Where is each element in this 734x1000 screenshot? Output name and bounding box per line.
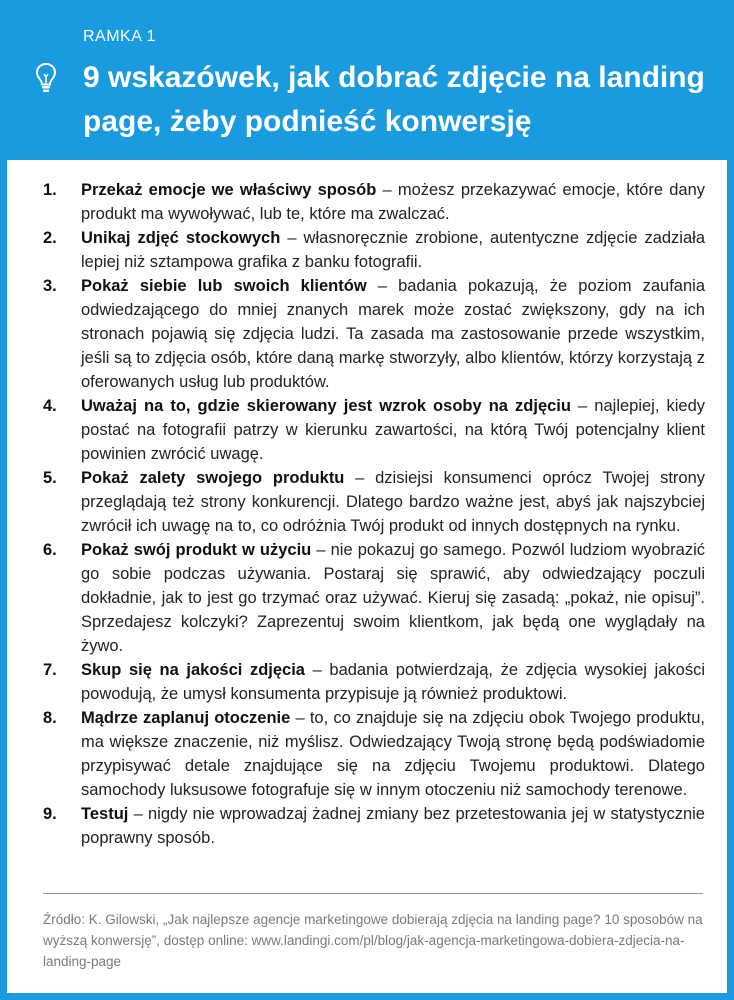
item-text: – najlepiej, kiedy postać na fotografii patrzy w kierunku zawartości, na którą Twój potencjalny klient powinien zwrócić uwagę. <box>81 397 706 463</box>
item-heading: Skup się na jakości zdjęcia <box>81 661 305 679</box>
list-item <box>43 178 705 226</box>
list-item <box>43 466 705 538</box>
item-text: – nie pokazuj go samego. Pozwól ludziom wyobrazić go sobie podczas używania. Postaraj się sprawić, aby odwiedzający poczuli dokładnie, jak to jest go trzymać oraz używać. Kieruj się zasadą: „pokaż, nie opisuj”. Sprzedajesz kolczyki? Zaprezentuj swoim klientkom, jak będą one wyglądały na żywo. <box>81 541 705 655</box>
lightbulb-icon <box>35 62 57 94</box>
item-text: – nigdy nie wprowadzaj żadnej zmiany bez przetestowania jej w statystycznie poprawny sposób. <box>81 805 705 847</box>
item-number: 9. <box>43 805 57 823</box>
item-text: – badania pokazują, że poziom zaufania odwiedzającego do mniej znanych marek może zostać zwiększony, gdy na ich stronach pojawią się zdjęcia ludzi. Ta zasada ma zastosowanie przede wszystkim, jeśli są to zdjęcia osób, które daną markę stworzyły, albo klientów, którzy korzystają z oferowanych usług lub produktów. <box>81 277 705 391</box>
item-heading: Pokaż siebie lub swoich klientów <box>81 277 367 295</box>
item-text: – dzisiejsi konsumenci oprócz Twojej strony przeglądają też strony konkurencji. Dlatego bardzo ważne jest, abyś jak najszybciej zwrócił ich uwagę na to, co odróżnia Twój produkt od innych dostępnych na rynku. <box>81 469 705 535</box>
item-heading: Pokaż zalety swojego produktu <box>81 469 345 487</box>
item-number: 7. <box>43 661 57 679</box>
box-header <box>7 0 734 160</box>
list-item <box>43 274 705 394</box>
item-text: – badania potwierdzają, że zdjęcia wysokiej jakości powodują, że umysł konsumenta przypisuje ją również produktowi. <box>81 661 705 703</box>
list-item <box>43 706 705 802</box>
item-text: – to, co znajduje się na zdjęciu obok Twojego produktu, ma większe znaczenie, niż myślisz. Odwiedzający Twoją stronę będą podświadomie przypisywać detale znajdujące się na zdjęciu Twojemu produktowi. Dlatego samochody luksusowe fotografuje się w innym otoczeniu niż samochody terenowe. <box>81 709 706 799</box>
list-item <box>43 226 705 274</box>
item-heading: Testuj <box>81 805 129 823</box>
list-item <box>43 538 705 658</box>
divider <box>43 893 703 894</box>
item-number: 1. <box>43 181 57 199</box>
item-heading: Uważaj na to, gdzie skierowany jest wzrok osoby na zdjęciu <box>81 397 571 415</box>
list-item <box>43 394 705 466</box>
item-number: 4. <box>43 397 57 415</box>
item-number: 8. <box>43 709 57 727</box>
item-number: 5. <box>43 469 57 487</box>
list-item <box>43 802 705 850</box>
item-number: 3. <box>43 277 57 295</box>
item-number: 6. <box>43 541 57 559</box>
item-text: – własnoręcznie zrobione, autentyczne zdjęcie zadziała lepiej niż sztampowa grafika z banku fotografii. <box>81 229 705 271</box>
item-heading: Mądrze zaplanuj otoczenie <box>81 709 291 727</box>
box-label: RAMKA 1 <box>83 28 156 45</box>
item-text: – możesz przekazywać emocje, które dany produkt ma wywoływać, lub te, które ma zwalczać. <box>81 181 705 223</box>
source-note: Źródło: K. Gilowski, „Jak najlepsze agencje marketingowe dobierają zdjęcia na landing page? 10 sposobów na wyższą konwersję”, dostęp online: www.landingi.com/pl/blog/jak-agencja-marketingowa-dobiera-zdjecia-na-landing-page <box>43 912 703 969</box>
tips-list <box>43 178 705 850</box>
item-number: 2. <box>43 229 57 247</box>
item-heading: Pokaż swój produkt w użyciu <box>81 541 312 559</box>
item-heading: Przekaż emocje we właściwy sposób <box>81 181 377 199</box>
item-heading: Unikaj zdjęć stockowych <box>81 229 281 247</box>
list-item <box>43 658 705 706</box>
box-title: 9 wskazówek, jak dobrać zdjęcie na landing page, żeby podnieść konwersję <box>83 61 705 138</box>
